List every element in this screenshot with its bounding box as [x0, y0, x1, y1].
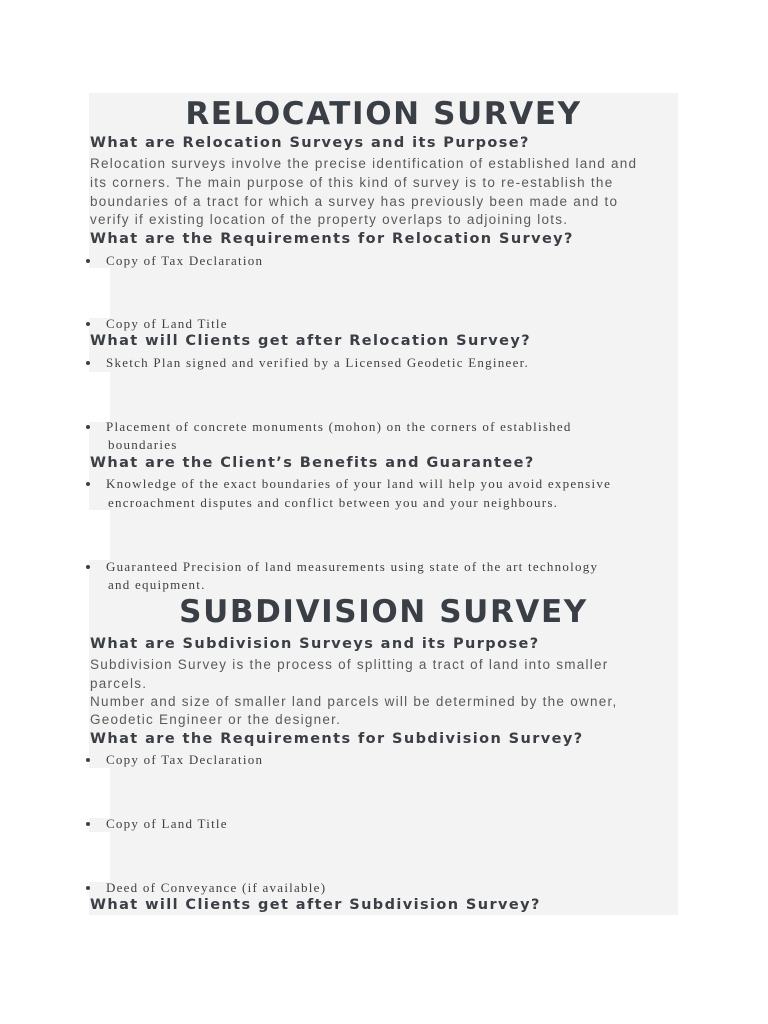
indent-gap: [89, 832, 110, 882]
indent-gap: [89, 268, 110, 318]
list-item-continuation: encroachment disputes and conflict between you and your neighbours.: [108, 495, 559, 510]
list-item: Knowledge of the exact boundaries of your land will help you avoid expensive: [86, 476, 611, 492]
paragraph-line: Number and size of smaller land parcels will be determined by the owner,: [90, 694, 618, 709]
bullet-icon: [86, 482, 90, 486]
paragraph-line: its corners. The main purpose of this kind of survey is to re-establish the: [90, 175, 614, 190]
section-heading: What are Subdivision Surveys and its Purpose?: [90, 636, 540, 652]
bullet-icon: [86, 322, 90, 326]
paragraph-line: boundaries of a tract for which a survey has previously been made and to: [90, 194, 619, 209]
section-heading: What are the Requirements for Relocation Survey?: [90, 231, 574, 247]
section-heading: What will Clients get after Subdivision Survey?: [90, 897, 541, 913]
list-item: Copy of Land Title: [86, 316, 228, 332]
paragraph-line: verify if existing location of the property overlaps to adjoining lots.: [90, 212, 569, 227]
section-heading: What are Relocation Surveys and its Purpose?: [90, 135, 530, 151]
indent-gap: [89, 768, 110, 818]
bullet-icon: [86, 565, 90, 569]
section-heading: What are the Client’s Benefits and Guarantee?: [90, 455, 535, 471]
list-item: Guaranteed Precision of land measurements using state of the art technology: [86, 559, 598, 575]
paragraph-line: Subdivision Survey is the process of splitting a tract of land into smaller: [90, 657, 609, 672]
section-heading: What will Clients get after Relocation Survey?: [90, 333, 532, 349]
paragraph-line: Geodetic Engineer or the designer.: [90, 712, 342, 727]
paragraph-line: parcels.: [90, 676, 148, 691]
list-item-continuation: boundaries: [108, 437, 178, 452]
page-title: SUBDIVISION SURVEY: [179, 594, 588, 630]
list-item: Copy of Tax Declaration: [86, 752, 263, 768]
indent-gap: [89, 372, 110, 422]
paragraph-line: Relocation surveys involve the precise identification of established land and: [90, 156, 638, 171]
section-heading: What are the Requirements for Subdivision Survey?: [90, 731, 584, 747]
bullet-icon: [86, 758, 90, 762]
page-title: RELOCATION SURVEY: [185, 96, 582, 132]
bullet-icon: [86, 822, 90, 826]
indent-gap: [89, 510, 110, 560]
list-item: Placement of concrete monuments (mohon) on the corners of established: [86, 419, 572, 435]
list-item: Copy of Tax Declaration: [86, 253, 263, 269]
bullet-icon: [86, 259, 90, 263]
list-item: Sketch Plan signed and verified by a Licensed Geodetic Engineer.: [86, 355, 529, 371]
list-item: Deed of Conveyance (if available): [86, 880, 326, 896]
list-item-continuation: and equipment.: [108, 577, 206, 592]
bullet-icon: [86, 425, 90, 429]
list-item: Copy of Land Title: [86, 816, 228, 832]
bullet-icon: [86, 886, 90, 890]
bullet-icon: [86, 361, 90, 365]
